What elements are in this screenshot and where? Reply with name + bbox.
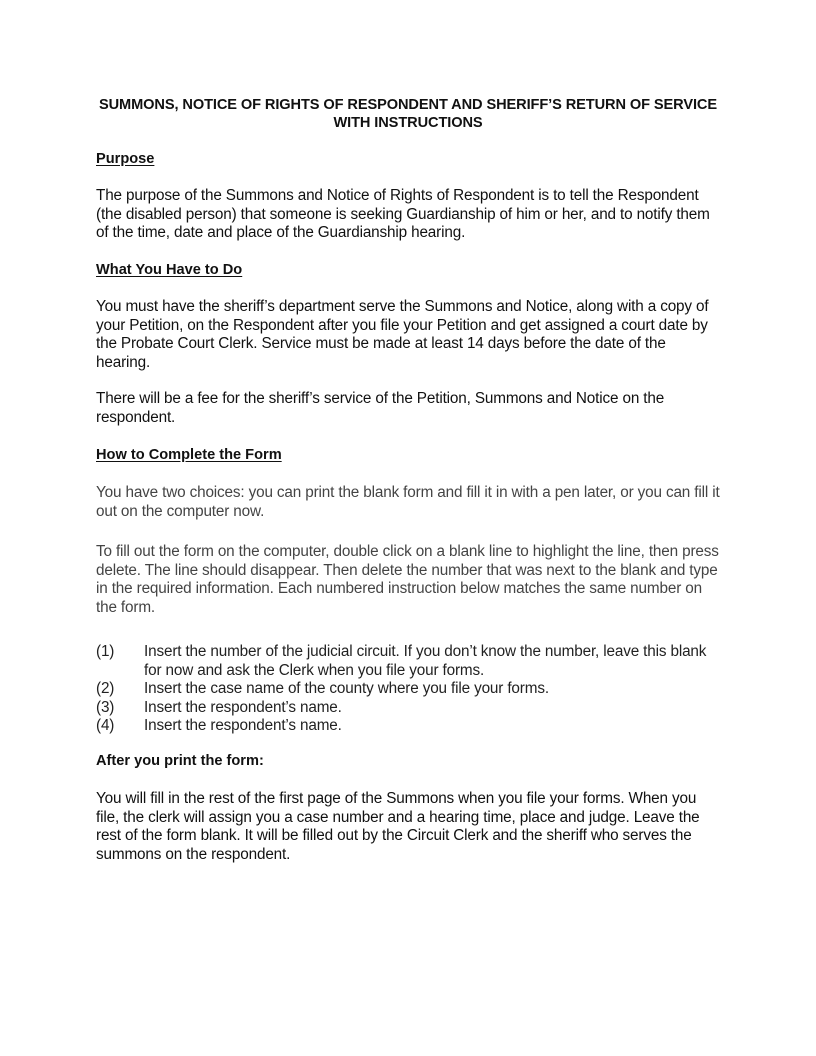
instruction-number: (1) [96, 643, 115, 660]
heading-how-to-complete: How to Complete the Form [96, 447, 282, 463]
instruction-text: Insert the number of the judicial circuit. If you don’t know the number, leave this blank for now and ask the Clerk when you file your forms. [144, 643, 707, 679]
what-to-do-paragraph-1: You must have the sheriff’s department serve the Summons and Notice, along with a copy of your Petition, on the Respondent after you file your Petition and get assigned a court date by the Probate Court Clerk. Service must be made at least 14 days before the date of the hearing. [96, 298, 709, 371]
heading-what-you-have-to-do: What You Have to Do [96, 262, 243, 278]
what-to-do-paragraph-2: There will be a fee for the sheriff’s service of the Petition, Summons and Notice on the respondent. [96, 390, 665, 426]
document-title: SUMMONS, NOTICE OF RIGHTS OF RESPONDENT AND SHERIFF’S RETURN OF SERVICE WITH INSTRUCTIONS [98, 97, 718, 131]
instruction-item-3 [96, 699, 720, 718]
instruction-text: Insert the respondent’s name. [144, 698, 342, 716]
how-to-complete-paragraph-1: You have two choices: you can print the blank form and fill it in with a pen later, or you can fill it out on the computer now. [96, 484, 720, 520]
instruction-number: (3) [96, 698, 115, 716]
instruction-item-4 [96, 717, 720, 736]
instruction-list [96, 643, 720, 736]
how-to-complete-paragraph-2: To fill out the form on the computer, double click on a blank line to highlight the line, then press delete. The line should disappear. Then delete the number that was next to the blank and type in the required information. Each numbered instruction below matches the same number on the form. [96, 543, 719, 616]
after-print-paragraph: You will fill in the rest of the first page of the Summons when you file your forms. When you file, the clerk will assign you a case number and a hearing time, place and judge. Leave the rest of the form blank. It will be filled out by the Circuit Clerk and the sheriff who serves the summons on the respondent. [96, 790, 700, 863]
heading-after-print: After you print the form: [96, 753, 264, 769]
heading-purpose: Purpose [96, 151, 155, 167]
instruction-item-2 [96, 680, 720, 699]
instruction-number: (2) [96, 680, 115, 698]
purpose-paragraph: The purpose of the Summons and Notice of Rights of Respondent is to tell the Respondent (the disabled person) that someone is seeking Guardianship of him or her, and to notify them of the time, date and place of the Guardianship hearing. [96, 187, 710, 242]
instruction-text: Insert the respondent’s name. [144, 717, 342, 735]
instruction-item-1 [96, 643, 720, 680]
instruction-number: (4) [96, 717, 115, 735]
instruction-text: Insert the case name of the county where you file your forms. [144, 680, 549, 698]
